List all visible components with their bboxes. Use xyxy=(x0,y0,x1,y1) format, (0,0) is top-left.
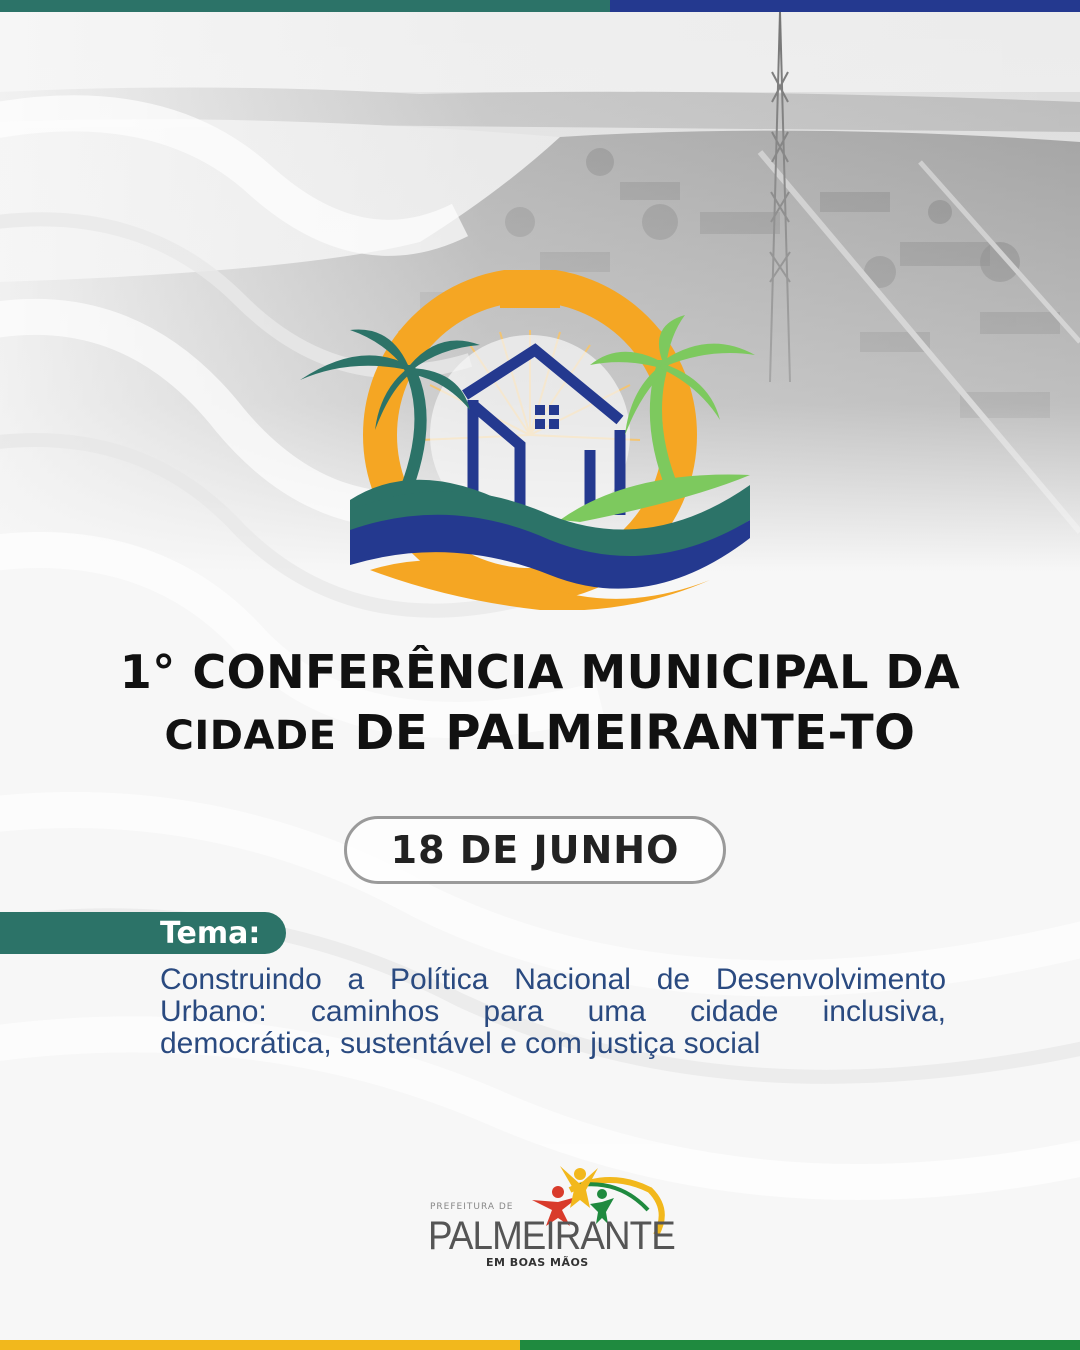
bottom-bar-green xyxy=(520,1340,1080,1350)
prefeitura-tagline: EM BOAS MÃOS xyxy=(486,1256,589,1269)
prefeitura-label: PREFEITURA DE xyxy=(430,1202,514,1212)
page-title-line1: 1° CONFERÊNCIA MUNICIPAL DA xyxy=(119,645,961,699)
page-title-line2 xyxy=(0,705,1080,761)
prefeitura-logo xyxy=(420,1160,675,1280)
prefeitura-name: PALMEIRANTE xyxy=(428,1214,675,1258)
page-title-cidade: CIDADE xyxy=(164,713,337,759)
date-badge: 18 DE JUNHO xyxy=(344,816,726,884)
conference-emblem-icon xyxy=(290,270,770,610)
tema-text: Construindo a Política Nacional de Desenvolvimento Urbano: caminhos para uma cidade inclusiva, democrática, sustentável e com justiça social xyxy=(160,963,946,1060)
tema-label-badge: Tema: xyxy=(0,912,286,954)
page-title-palmeirante: DE PALMEIRANTE-TO xyxy=(354,705,916,761)
bottom-bar-yellow xyxy=(0,1340,520,1350)
